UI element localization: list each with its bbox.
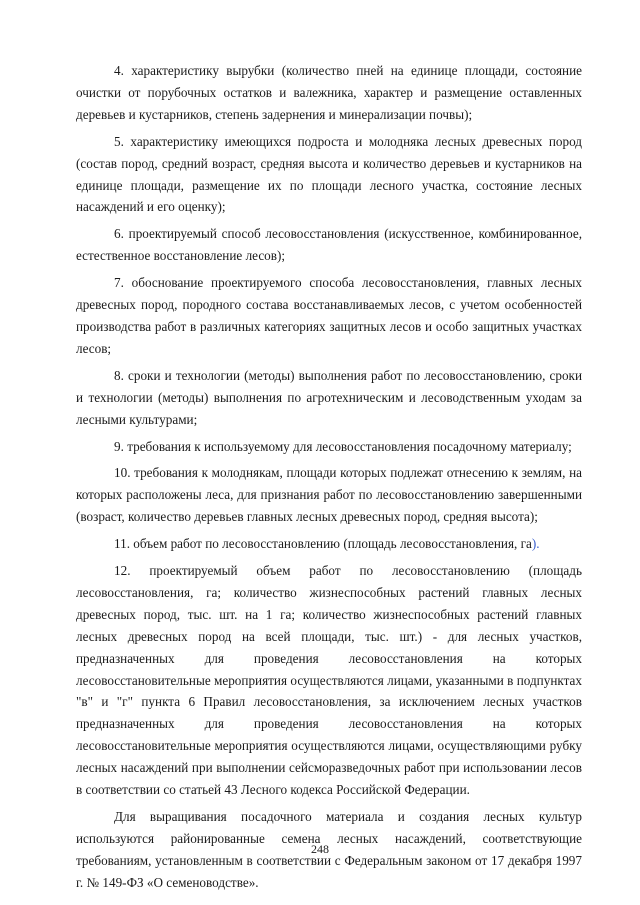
page-number: 248 [311,842,329,856]
paragraph-item-8: 8. сроки и технологии (методы) выполнения работ по лесовосстановлению, сроки и технологии (методы) выполнения по агротехническим и лесоводственным уходам за лесными культурами; [76,367,582,427]
paragraph-item-10: 10. требования к молоднякам, площади которых подлежат отнесению к землям, на которых расположены леса, для признания работ по лесовосстановлению завершенными (возраст, количество деревьев главных лесных древесных пород, средняя высота); [76,465,582,525]
paragraph-item-7: 7. обоснование проектируемого способа лесовосстановления, главных лесных древесных пород, породного состава восстанавливаемых лесов, с учетом особенностей производства работ в различных категориях защитных лесов и особо защитных участках лесов; [76,275,582,356]
paragraph-item-12: 12. проектируемый объем работ по лесовосстановлению (площадь лесовосстановления, га; количество жизнеспособных растений главных лесных древесных пород, тыс. шт. на 1 га; количество жизнеспособных растений главных лесных древесных пород на всей площади, тыс. шт.) - для лесных участков, предназначенных для проведения лесовосстановления на которых лесовосстановительные мероприятия осуществляются лицами, указанными в подпунктах "в" и "г" пункта 6 Правил лесовосстановления, за исключением лесных участков предназначенных для проведения лесовосстановления на которых лесовосстановительные мероприятия осуществляются лицами, осуществляющими рубку лесных насаждений при выполнении сейсморазведочных работ при использовании лесов в соответствии со статьей 43 Лесного кодекса Российской Федерации. [76,563,582,798]
paragraph-item-4: 4. характеристику вырубки (количество пней на единице площади, состояние очистки от порубочных остатков и валежника, характер и размещение оставленных деревьев и кустарников, степень задернения и минерализации почвы); [76,63,582,122]
document-body [76,60,582,899]
paragraph-seeds: Для выращивания посадочного материала и создания лесных культур используются районированные семена лесных насаждений, соответствующие требованиям, установленным в соответствии с Федеральным законом от 17 декабря 1997 г. № 149-ФЗ «О семеноводстве». [76,809,582,890]
paragraph-item-11 [76,533,582,555]
paragraph-item-5: 5. характеристику имеющихся подроста и молодняка лесных древесных пород (состав пород, средний возраст, средняя высота и количество деревьев и кустарников на единице площади, размещение их по площади лесного участка, состояние лесных насаждений и его оценку); [76,133,582,215]
paragraph-item-9: 9. требования к используемому для лесовосстановления посадочному материалу; [114,438,572,454]
paragraph-item-11-tail: ). [531,536,540,552]
paragraph-item-6: 6. проектируемый способ лесовосстановления (искусственное, комбинированное, естественное восстановление лесов); [76,226,582,264]
paragraph-item-11-text: 11. объем работ по лесовосстановлению (площадь лесовосстановления, га [114,536,532,552]
